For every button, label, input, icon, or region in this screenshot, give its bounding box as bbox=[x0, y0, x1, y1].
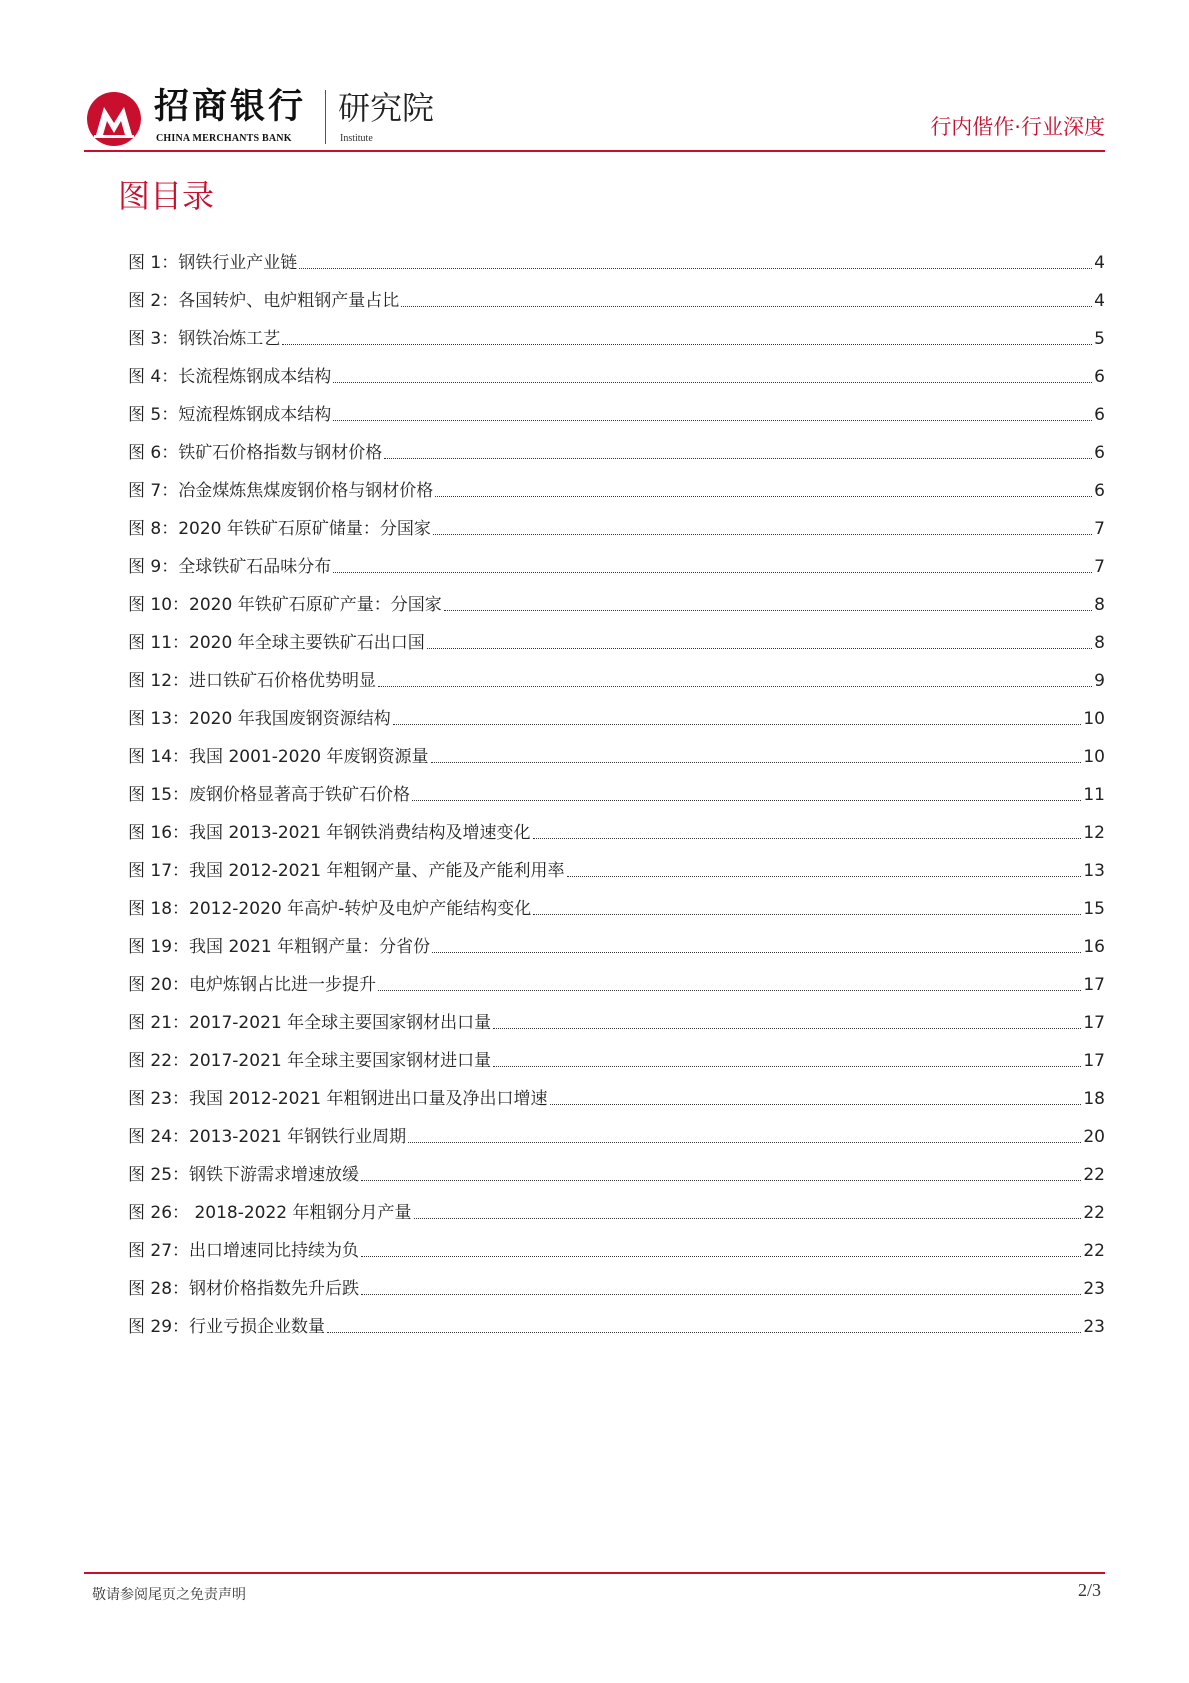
toc-entry[interactable] bbox=[128, 425, 1105, 463]
toc-entry[interactable] bbox=[128, 1109, 1105, 1147]
toc-entry-page[interactable]: 20 bbox=[1083, 1127, 1105, 1147]
toc-entry-page[interactable]: 17 bbox=[1083, 1013, 1105, 1033]
toc-dot-leader bbox=[433, 534, 1092, 535]
toc-entry-label[interactable]: 图 24：2013-2021 年钢铁行业周期 bbox=[128, 1127, 407, 1147]
toc-entry[interactable] bbox=[128, 919, 1105, 957]
toc-entry[interactable] bbox=[128, 957, 1105, 995]
toc-dot-leader bbox=[431, 762, 1082, 763]
toc-entry-page[interactable]: 12 bbox=[1083, 823, 1105, 843]
toc-entry-label[interactable]: 图 22：2017-2021 年全球主要国家钢材进口量 bbox=[128, 1051, 492, 1071]
toc-dot-leader bbox=[493, 1028, 1081, 1029]
page-number: 2/3 bbox=[1077, 1580, 1101, 1600]
toc-entry[interactable] bbox=[128, 1223, 1105, 1261]
toc-entry-label[interactable]: 图 10：2020 年铁矿石原矿产量：分国家 bbox=[128, 595, 442, 615]
toc-entry[interactable] bbox=[128, 805, 1105, 843]
toc-entry-label[interactable]: 图 5：短流程炼钢成本结构 bbox=[128, 405, 332, 425]
toc-entry-label[interactable]: 图 1：钢铁行业产业链 bbox=[128, 253, 298, 273]
toc-dot-leader bbox=[444, 610, 1092, 611]
brand-name-en: CHINA MERCHANTS BANK bbox=[156, 133, 292, 144]
toc-entry[interactable] bbox=[128, 577, 1105, 615]
toc-entry-page[interactable]: 22 bbox=[1083, 1165, 1105, 1185]
toc-entry-page[interactable]: 7 bbox=[1094, 557, 1105, 577]
page-header bbox=[84, 85, 1105, 149]
footer-rule bbox=[84, 1572, 1105, 1574]
toc-dot-leader bbox=[408, 1142, 1081, 1143]
toc-dot-leader bbox=[384, 458, 1092, 459]
toc-entry[interactable] bbox=[128, 995, 1105, 1033]
toc-entry-label[interactable]: 图 27：出口增速同比持续为负 bbox=[128, 1241, 360, 1261]
toc-entry-label[interactable]: 图 21：2017-2021 年全球主要国家钢材出口量 bbox=[128, 1013, 492, 1033]
toc-entry-page[interactable]: 10 bbox=[1083, 709, 1105, 729]
toc-entry-label[interactable]: 图 9：全球铁矿石品味分布 bbox=[128, 557, 332, 577]
toc-dot-leader bbox=[567, 876, 1082, 877]
toc-dot-leader bbox=[414, 1218, 1082, 1219]
toc-entry-page[interactable]: 16 bbox=[1083, 937, 1105, 957]
toc-entry-page[interactable]: 11 bbox=[1083, 785, 1105, 805]
toc-dot-leader bbox=[361, 1180, 1081, 1181]
toc-entry[interactable] bbox=[128, 539, 1105, 577]
toc-entry[interactable] bbox=[128, 1147, 1105, 1185]
toc-entry[interactable] bbox=[128, 235, 1105, 273]
toc-entry-label[interactable]: 图 8：2020 年铁矿石原矿储量：分国家 bbox=[128, 519, 431, 539]
toc-entry[interactable] bbox=[128, 1299, 1105, 1337]
toc-entry-page[interactable]: 6 bbox=[1094, 443, 1105, 463]
toc-entry-label[interactable]: 图 14：我国 2001-2020 年废钢资源量 bbox=[128, 747, 429, 767]
toc-entry-page[interactable]: 4 bbox=[1094, 253, 1105, 273]
toc-dot-leader bbox=[427, 648, 1092, 649]
toc-entry-page[interactable]: 9 bbox=[1094, 671, 1105, 691]
toc-entry-label[interactable]: 图 19：我国 2021 年粗钢产量：分省份 bbox=[128, 937, 431, 957]
toc-entry[interactable] bbox=[128, 311, 1105, 349]
toc-entry-label[interactable]: 图 18：2012-2020 年高炉-转炉及电炉产能结构变化 bbox=[128, 899, 532, 919]
toc-entry-label[interactable]: 图 4：长流程炼钢成本结构 bbox=[128, 367, 332, 387]
toc-dot-leader bbox=[378, 990, 1081, 991]
toc-dot-leader bbox=[299, 268, 1092, 269]
toc-dot-leader bbox=[333, 572, 1092, 573]
toc-dot-leader bbox=[401, 306, 1092, 307]
toc-dot-leader bbox=[282, 344, 1092, 345]
brand-name-cn: 招商银行 bbox=[154, 86, 307, 127]
toc-dot-leader bbox=[493, 1066, 1081, 1067]
toc-entry[interactable] bbox=[128, 1261, 1105, 1299]
toc-entry[interactable] bbox=[128, 463, 1105, 501]
toc-entry-label[interactable]: 图 15：废钢价格显著高于铁矿石价格 bbox=[128, 785, 411, 805]
toc-dot-leader bbox=[533, 838, 1082, 839]
toc-entry[interactable] bbox=[128, 387, 1105, 425]
toc-entry-page[interactable]: 7 bbox=[1094, 519, 1105, 539]
cmb-logo-icon bbox=[86, 91, 142, 147]
toc-entry-label[interactable]: 图 16：我国 2013-2021 年钢铁消费结构及增速变化 bbox=[128, 823, 531, 843]
toc-entry[interactable] bbox=[128, 349, 1105, 387]
toc-entry-page[interactable]: 8 bbox=[1094, 595, 1105, 615]
toc-entry-page[interactable]: 23 bbox=[1083, 1279, 1105, 1299]
toc-entry[interactable] bbox=[128, 729, 1105, 767]
institute-name-cn: 研究院 bbox=[338, 89, 435, 127]
toc-entry-label[interactable]: 图 3：钢铁冶炼工艺 bbox=[128, 329, 281, 349]
toc-list bbox=[128, 235, 1105, 1337]
toc-entry[interactable] bbox=[128, 273, 1105, 311]
toc-dot-leader bbox=[412, 800, 1081, 801]
toc-title: 图目录 bbox=[118, 177, 215, 215]
toc-dot-leader bbox=[435, 496, 1092, 497]
toc-entry-page[interactable]: 17 bbox=[1083, 1051, 1105, 1071]
toc-entry[interactable] bbox=[128, 1071, 1105, 1109]
toc-entry[interactable] bbox=[128, 615, 1105, 653]
toc-entry-page[interactable]: 8 bbox=[1094, 633, 1105, 653]
toc-entry-label[interactable]: 图 29：行业亏损企业数量 bbox=[128, 1317, 326, 1337]
toc-entry-page[interactable]: 6 bbox=[1094, 405, 1105, 425]
toc-dot-leader bbox=[432, 952, 1081, 953]
toc-entry-label[interactable]: 图 13：2020 年我国废钢资源结构 bbox=[128, 709, 391, 729]
toc-dot-leader bbox=[361, 1294, 1081, 1295]
toc-entry[interactable] bbox=[128, 881, 1105, 919]
toc-dot-leader bbox=[378, 686, 1092, 687]
toc-entry[interactable] bbox=[128, 1185, 1105, 1223]
toc-entry-page[interactable]: 10 bbox=[1083, 747, 1105, 767]
toc-dot-leader bbox=[327, 1332, 1081, 1333]
toc-entry-page[interactable]: 22 bbox=[1083, 1241, 1105, 1261]
toc-entry-page[interactable]: 23 bbox=[1083, 1317, 1105, 1337]
toc-entry-page[interactable]: 18 bbox=[1083, 1089, 1105, 1109]
toc-dot-leader bbox=[361, 1256, 1081, 1257]
toc-entry-label[interactable]: 图 2：各国转炉、电炉粗钢产量占比 bbox=[128, 291, 400, 311]
footer-disclaimer: 敬请参阅尾页之免责声明 bbox=[92, 1587, 246, 1603]
toc-entry-label[interactable]: 图 6：铁矿石价格指数与钢材价格 bbox=[128, 443, 383, 463]
toc-entry-label[interactable]: 图 28：钢材价格指数先升后跌 bbox=[128, 1279, 360, 1299]
report-tag: 行内偕作·行业深度 bbox=[930, 115, 1105, 139]
toc-entry-label[interactable]: 图 11：2020 年全球主要铁矿石出口国 bbox=[128, 633, 425, 653]
toc-entry-page[interactable]: 6 bbox=[1094, 481, 1105, 501]
toc-entry[interactable] bbox=[128, 691, 1105, 729]
toc-entry[interactable] bbox=[128, 767, 1105, 805]
header-rule bbox=[84, 150, 1105, 152]
toc-entry-page[interactable]: 13 bbox=[1083, 861, 1105, 881]
toc-entry-label[interactable]: 图 17：我国 2012-2021 年粗钢产量、产能及产能利用率 bbox=[128, 861, 565, 881]
toc-entry-page[interactable]: 17 bbox=[1083, 975, 1105, 995]
toc-entry-label[interactable]: 图 7：冶金煤炼焦煤废钢价格与钢材价格 bbox=[128, 481, 434, 501]
toc-entry-page[interactable]: 6 bbox=[1094, 367, 1105, 387]
toc-entry-label[interactable]: 图 12：进口铁矿石价格优势明显 bbox=[128, 671, 377, 691]
toc-dot-leader bbox=[393, 724, 1082, 725]
toc-entry-page[interactable]: 15 bbox=[1083, 899, 1105, 919]
toc-dot-leader bbox=[533, 914, 1081, 915]
toc-entry[interactable] bbox=[128, 501, 1105, 539]
institute-name-en: Institute bbox=[340, 133, 373, 144]
toc-entry-label[interactable]: 图 25：钢铁下游需求增速放缓 bbox=[128, 1165, 360, 1185]
toc-dot-leader bbox=[333, 420, 1092, 421]
toc-entry-label[interactable]: 图 23：我国 2012-2021 年粗钢进出口量及净出口增速 bbox=[128, 1089, 548, 1109]
toc-entry-label[interactable]: 图 26： 2018-2022 年粗钢分月产量 bbox=[128, 1203, 412, 1223]
brand-divider bbox=[325, 90, 326, 144]
toc-entry-page[interactable]: 5 bbox=[1094, 329, 1105, 349]
toc-dot-leader bbox=[333, 382, 1092, 383]
toc-entry[interactable] bbox=[128, 1033, 1105, 1071]
toc-entry-label[interactable]: 图 20：电炉炼钢占比进一步提升 bbox=[128, 975, 377, 995]
toc-entry-page[interactable]: 4 bbox=[1094, 291, 1105, 311]
toc-entry[interactable] bbox=[128, 843, 1105, 881]
toc-dot-leader bbox=[550, 1104, 1082, 1105]
toc-entry[interactable] bbox=[128, 653, 1105, 691]
toc-entry-page[interactable]: 22 bbox=[1083, 1203, 1105, 1223]
